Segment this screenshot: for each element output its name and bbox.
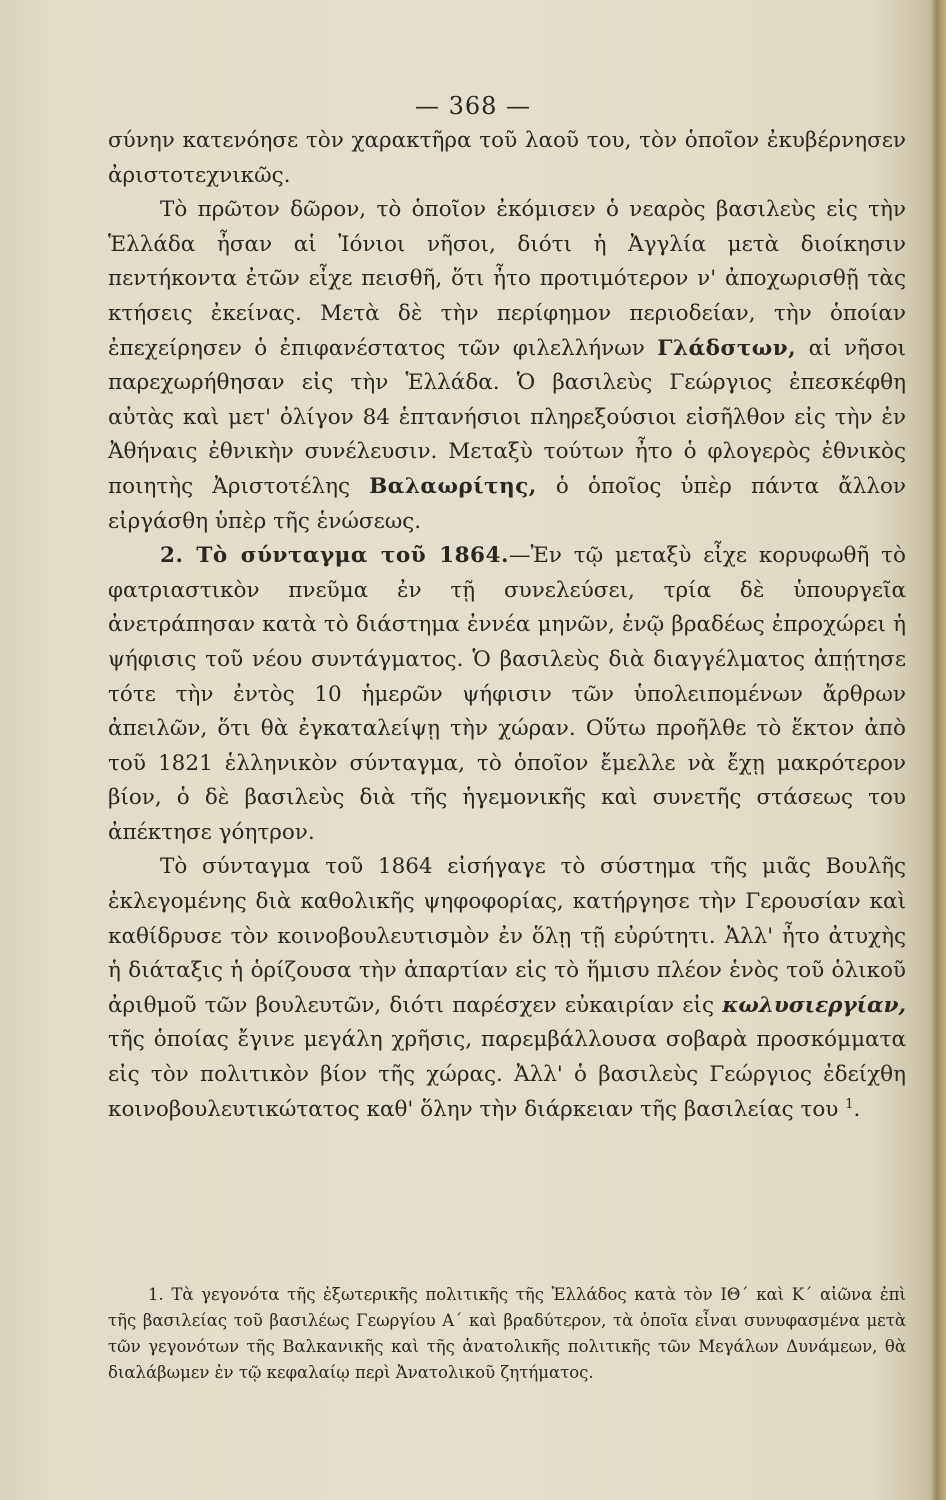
section-heading: 2. Τὸ σύνταγμα τοῦ 1864. xyxy=(160,543,509,569)
paragraph-2 xyxy=(108,193,906,539)
page-edge xyxy=(930,0,946,1500)
paragraph-2-part-a: Τὸ πρῶτον δῶρον, τὸ ὁποῖον ἐκόμισεν ὁ νεαρὸς βασιλεὺς εἰς τὴν Ἑλλάδα ἦσαν αἱ Ἰόνιοι νῆσοι, διότι ἡ Ἀγγλία μετὰ διοίκησιν πεντήκοντα ἐτῶν εἶχε πεισθῆ, ὅτι ἦτο προτιμότερον ν' ἀποχωρισθῇ τὰς κτήσεις ἐκείνας. Μετὰ δὲ τὴν περίφημον περιοδείαν, τὴν ὁποίαν ἐπεχείρησεν ὁ ἐπιφανέστατος τῶν φιλελλήνων xyxy=(108,197,906,361)
paragraph-3-text: —Ἐν τῷ μεταξὺ εἶχε κορυφωθῆ τὸ φατριαστικὸν πνεῦμα ἐν τῇ συνελεύσει, τρία δὲ ὑπουργεῖα ἀνετράπησαν κατὰ τὸ διάστημα ἐννέα μηνῶν, ἐνῷ βραδέως ἐπροχώρει ἡ ψήφισις τοῦ νέου συντάγματος. Ὁ βασιλεὺς διὰ διαγγέλματος ἀπῄτησε τότε τὴν ἐντὸς 10 ἡμερῶν ψήφισιν τῶν ὑπολειπομένων ἄρθρων ἀπειλῶν, ὅτι θὰ ἐγκαταλείψῃ τὴν χώραν. Οὕτω προῆλθε τὸ ἕκτον ἀπὸ τοῦ 1821 ἑλληνικὸν σύνταγμα, τὸ ὁποῖον ἔμελλε νὰ ἔχῃ μακρότερον βίον, ὁ δὲ βασιλεὺς διὰ τῆς ἡγεμονικῆς καὶ συνετῆς στάσεως του ἀπέκτησε γόητρον. xyxy=(108,543,906,845)
footnote-text: 1. Τὰ γεγονότα τῆς ἐξωτερικῆς πολιτικῆς τῆς Ἑλλάδος κατὰ τὸν ΙΘ΄ καὶ Κ΄ αἰῶνα ἐπὶ τῆς βασιλείας τοῦ βασιλέως Γεωργίου Α΄ καὶ βραδύτερον, τὰ ὁποῖα εἶναι συνυφασμένα μετὰ τῶν γεγονότων τῆς Βαλκανικῆς καὶ τῆς ἀνατολικῆς πολιτικῆς τῶν Μεγάλων Δυνάμεων, θὰ διαλάβωμεν ἐν τῷ κεφαλαίῳ περὶ Ἀνατολικοῦ ζητήματος. xyxy=(108,1285,906,1382)
paragraph-4-part-b: τῆς ὁποίας ἔγινε μεγάλη χρῆσις, παρεμβάλλουσα σοβαρὰ προσκόμματα εἰς τὸν πολιτικὸν βίον τῆς χώρας. Ἀλλ' ὁ βασιλεὺς Γεώργιος ἐδείχθη κοινοβουλευτικώτατος καθ' ὅλην τὴν διάρκειαν τῆς βασιλείας του xyxy=(108,1027,906,1122)
footnote xyxy=(108,1282,906,1386)
term-filibuster: κωλυσιεργίαν, xyxy=(722,992,906,1018)
paragraph-4 xyxy=(108,850,906,1127)
paragraph-4-part-a: Τὸ σύνταγμα τοῦ 1864 εἰσήγαγε τὸ σύστημα τῆς μιᾶς Βουλῆς ἐκλεγομένης διὰ καθολικῆς ψηφοφορίας, κατήργησε τὴν Γερουσίαν καὶ καθίδρυσε τὸν κοινοβουλευτισμὸν ἐν ὅλῃ τῇ εὐρύτητι. Ἀλλ' ἦτο ἀτυχὴς ἡ διάταξις ἡ ὁρίζουσα τὴν ἀπαρτίαν εἰς τὸ ἥμισυ πλέον ἑνὸς τοῦ ὁλικοῦ ἀριθμοῦ τῶν βουλευτῶν, διότι παρέσχεν εὐκαιρίαν εἰς xyxy=(108,854,906,1018)
page-number: — 368 — xyxy=(414,92,532,120)
name-valaoritis: Βαλαωρίτης, xyxy=(369,473,537,499)
paragraph-1: σύνην κατενόησε τὸν χαρακτῆρα τοῦ λαοῦ του, τὸν ὁποῖον ἐκυβέρνησεν ἀριστοτεχνικῶς. xyxy=(108,128,906,188)
paragraph-2-part-b: αἱ νῆσοι παρεχωρήθησαν εἰς τὴν Ἑλλάδα. Ὁ βασιλεὺς Γεώργιος ἐπεσκέφθη αὐτὰς καὶ μετ' ὀλίγον 84 ἑπτανήσιοι πληρεξούσιοι εἰσῆλθον εἰς τὴν ἐν Ἀθήναις ἐθνικὴν συνέλευσιν. Μεταξὺ τούτων ἦτο ὁ φλογερὸς ἐθνικὸς ποιητὴς Ἀριστοτέλης xyxy=(108,335,906,499)
paragraph-4-end: . xyxy=(853,1096,861,1122)
name-gladstone: Γλάδστων, xyxy=(657,335,797,361)
main-text xyxy=(108,124,906,1127)
footnote-reference: 1 xyxy=(845,1096,854,1112)
paragraph-3 xyxy=(108,539,906,850)
paragraph-2-part-c: ὁ ὁποῖος ὑπὲρ πάντα ἄλλον εἰργάσθη ὑπὲρ τῆς ἑνώσεως. xyxy=(108,473,906,534)
